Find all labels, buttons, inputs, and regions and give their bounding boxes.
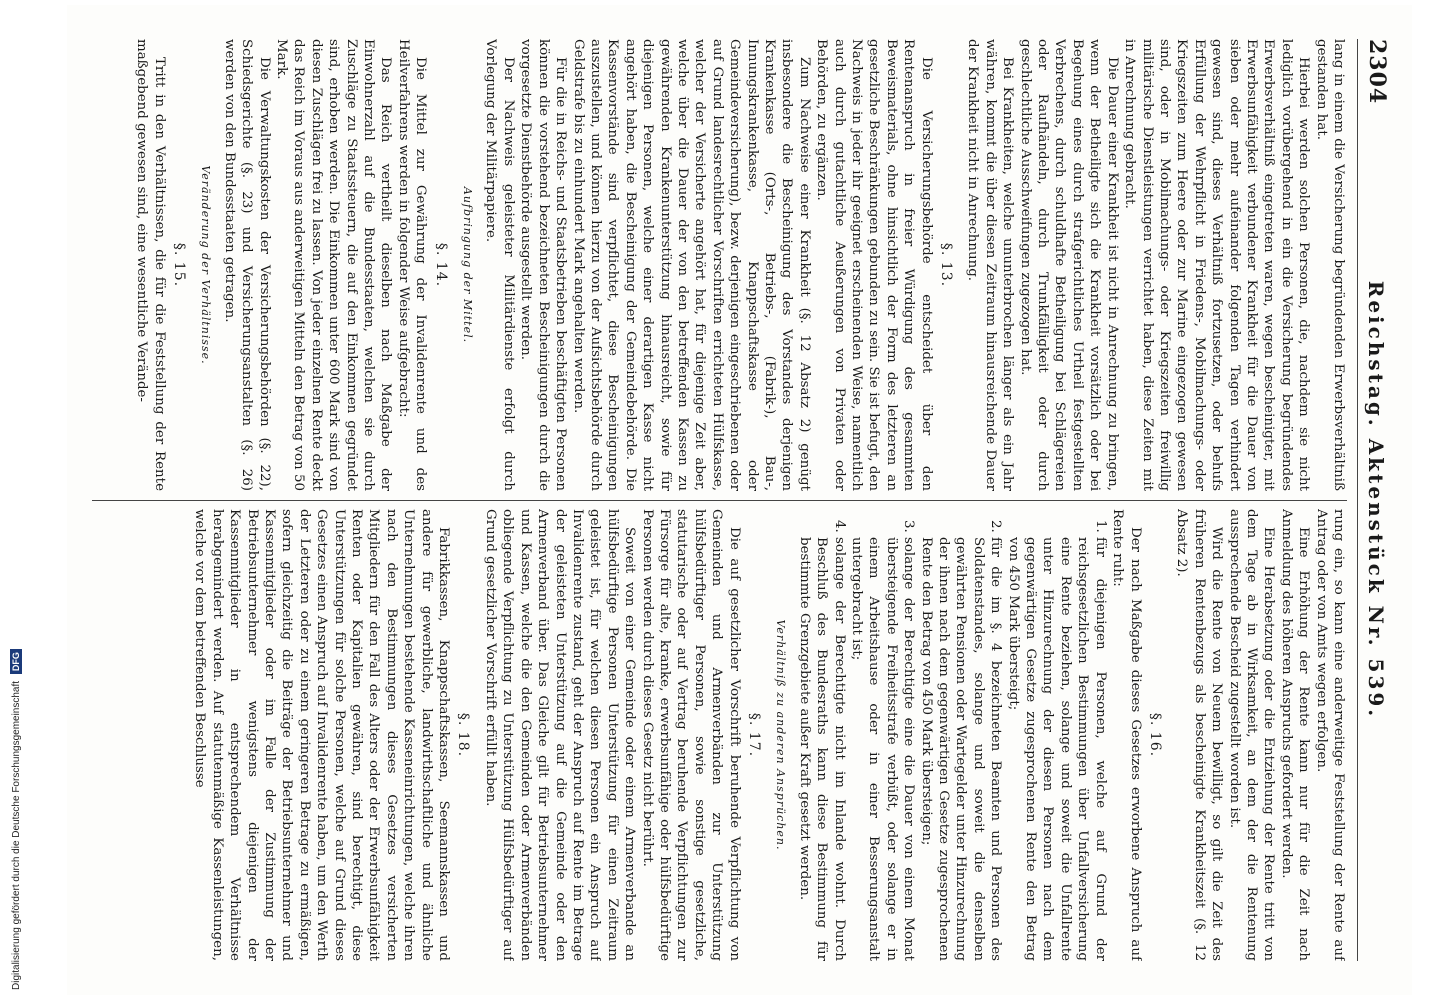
paragraph: Hierbei werden solchen Personen, die, nachdem sie nicht lediglich vorübergehend in ein die Versicherung begründendes Erwerbsverhältniß eingetreten waren, wegen bescheinigter, mit Erwerbsunfähigkeit verbundener Krankheit für die Dauer von sieben oder mehr aufeinander folgenden Tagen verhindert gewesen sind, dieses Verhältniß fortzusetzen, oder behufs Erfüllung der Wehrpflicht in Friedens-, Mobilmachungs- oder Kriegszeiten zum Heere oder zur Marine eingezogen gewesen sind, oder in Mobilmachungs- oder Kriegszeiten freiwillig militärische Dienstleistungen verrichtet haben, diese Zeiten mit in Anrechnung gebracht.	[1122, 39, 1312, 491]
footer-credit	[10, 649, 22, 990]
paragraph: Der Nachweis geleisteter Militärdienste erfolgt durch Vorlegung der Militärpapiere.	[483, 39, 516, 491]
text-columns	[92, 39, 1347, 961]
section-heading: §. 15.	[171, 242, 187, 288]
running-head: Reichstag. Aktenstück Nr. 539.	[1364, 280, 1388, 720]
footer-strip	[0, 0, 30, 1000]
paragraph: Die auf gesetzlicher Vorschrift beruhende Verpflichtung von Gemeinden und Armenverbänden zur Unterstützung hülfsbedürftiger Personen, sowie sonstige gesetzliche, statutarische oder auf Vertrag beruhende Verpflichtungen zur Fürsorge für alte, kranke, erwerbsunfähige oder hülfsbedürftige Personen werden durch dieses Gesetz nicht berührt.	[639, 509, 742, 961]
section-heading: §. 13.	[938, 242, 955, 288]
list-item: 3. solange der Berechtigte eine die Dauer von einem Monat übersteigende Freiheitsstrafe verbüßt, oder solange er in einem Arbeitshause oder in einer Besserungsanstalt untergebracht ist;	[848, 537, 918, 961]
paragraph: rung ein, so kann eine anderweitige Feststellung der Rente auf Antrag oder von Amts wegen erfolgen.	[1313, 509, 1346, 961]
paragraph: Die Dauer einer Krankheit ist nicht in Anrechnung zu bringen, wenn der Betheiligte sich die Krankheit vorsätzlich oder bei Begehung eines durch strafgerichtliches Urtheil festgestellten Verbrechens, durch schuldhafte Betheiligung bei Schlägereien oder Raufhändeln, durch Trunkfälligkeit oder durch geschlechtliche Ausschweifungen zugezogen hat.	[1017, 39, 1120, 491]
paragraph: Bei Krankheiten, welche ununterbrochen länger als ein Jahr währen, kommt die über diesen Zeitraum hinausreichende Dauer der Krankheit nicht in Anrechnung.	[965, 39, 1016, 491]
right-column	[92, 509, 1347, 961]
section-heading: §. 18.	[455, 712, 472, 758]
dfg-logo: DFG	[10, 649, 22, 674]
paragraph: Die Versicherungsbehörde entscheidet über den Rentenanspruch in freier Würdigung des gesammten Beweismaterials, ohne hinsichtlich der Form des letzteren an gesetzliche Beschränkungen gebunden zu sein. Sie ist befugt, den Nachweis in jeder ihr geeignet erscheinenden Weise, namentlich auch durch gutachtliche Aeußerungen von Privaten oder Behörden, zu ergänzen.	[814, 39, 934, 491]
section-heading: §. 14.	[432, 242, 449, 288]
paragraph: lang in einem die Versicherung begründenden Erwerbsverhältniß gestanden hat.	[1313, 39, 1346, 491]
numbered-list	[795, 509, 1108, 961]
subsection-title: Verhältniß zu anderen Ansprüchen.	[774, 619, 788, 851]
page-header	[1357, 39, 1392, 961]
section-heading: §. 17.	[746, 712, 762, 758]
paragraph: Das Reich vertheilt dieselben nach Maßgabe der Einwohnerzahl auf die Bundesstaaten, welchen sie durch Zuschläge zu Staatssteuern, die auf den Einkommen gegründet sind, erhoben werden. Die Einkommen unter 600 Mark sind von diesen Zuschlägen frei zu lassen. Von jeder einzelnen Rente deckt das Reich im Voraus aus anderweitigen Mitteln den Betrag von 50 Mark.	[274, 39, 394, 491]
section-heading: §. 16.	[1146, 712, 1163, 758]
page-number: 2304	[1364, 39, 1390, 105]
paragraph: Zum Nachweise einer Krankheit (§. 12 Absatz 2) genügt insbesondere die Bescheinigung des Vorstandes derjenigen Krankenkasse (Orts-, Betriebs-, (Fabrik-), Bau-, Innungskrankenkasse, Knappschaftskasse oder Gemeindeversicherung), bezw. derjenigen eingeschriebenen oder auf Grund landesrechtlicher Vorschriften errichteten Hülfskasse, welcher der Versicherte angehört hat, für diejenige Zeit aber, welche über die Dauer der von den betreffenden Kassen zu gewährenden Krankenunterstützung hinausreicht, sowie für diejenigen Personen, welche einer derartigen Kasse nicht angehört haben, die Bescheinigung der Gemeindebehörde. Die Kassenvorstände sind verpflichtet, diese Bescheinigungen auszustellen, und können hierzu von der Aufsichtsbehörde durch Geldstrafe bis zu einhundert Mark angehalten werden.	[570, 39, 812, 491]
paragraph: Für die in Reichs- und Staatsbetrieben beschäftigten Personen können die vorstehend bezeichneten Bescheinigungen durch die vorgesetzte Dienstbehörde ausgestellt werden.	[518, 39, 569, 491]
paragraph: Tritt in den Verhältnissen, die für die Feststellung der Rente maßgebend gewesen sind, eine wesentliche Verände-	[134, 39, 167, 491]
paragraph: Der nach Maßgabe dieses Gesetzes erworbene Anspruch auf Rente ruht:	[1110, 509, 1143, 961]
subsection-title: Aufbringung der Mittel.	[461, 186, 475, 344]
paragraph: Die Mittel zur Gewährung der Invalidenrente und des Heilverfahrens werden in folgender Weise aufgebracht:	[395, 39, 429, 491]
subsection-title: Veränderung der Verhältnisse.	[199, 165, 213, 365]
paragraph: Die Verwaltungskosten der Versicherungsbehörden (§. 22), Schiedsgerichte (§. 23) und Versicherungsanstalten (§. 26) werden von den Bundesstaaten getragen.	[221, 39, 272, 491]
paragraph: Wird die Rente von Neuem bewilligt, so gilt die Zeit des früheren Rentenbezugs als bescheinigte Krankheitszeit (§. 12 Absatz 2).	[1174, 509, 1225, 961]
list-item: 1. für diejenigen Personen, welche auf Grund der reichsgesetzlichen Bestimmungen über Unfallversicherung eine Rente beziehen, solange und soweit die Unfallrente unter Hinzurechnung der diesen Personen nach dem gegenwärtigen Gesetze zugesprochenen Rente den Betrag von 450 Mark übersteigt;	[1004, 537, 1108, 961]
column-rule	[92, 500, 1347, 501]
paragraph: Soweit von einer Gemeinde oder einem Armenverbande an hülfsbedürftige Personen Unterstützung für einen Zeitraum geleistet ist, für welchen diesen Personen ein Anspruch auf Invalidenrente zustand, geht der Anspruch auf Rente im Betrage der geleisteten Unterstützung auf die Gemeinde oder den Armenverband über. Das Gleiche gilt für Betriebsunternehmer und Kassen, welche die den Gemeinden oder Armenverbänden obliegende Verpflichtung zu Unterstützung Hülfsbedürftiger auf Grund gesetzlicher Vorschrift erfüllt haben.	[482, 509, 638, 961]
list-item: 4. solange der Berechtigte nicht im Inlande wohnt. Durch Beschluß des Bundesraths kann diese Bestimmung für bestimmte Grenzgebiete außer Kraft gesetzt werden.	[795, 537, 847, 961]
left-column	[92, 39, 1347, 491]
list-item: 2. für die im §. 4 bezeichneten Beamten und Personen des Soldatenstandes, solange und soweit die denselben gewährten Pensionen oder Wartegelder unter Hinzurechnung der ihnen nach dem gegenwärtigen Gesetze zugesprochenen Rente den Betrag von 450 Mark übersteigen;	[917, 537, 1004, 961]
document-page	[67, 5, 1412, 995]
paragraph: Eine Herabsetzung oder die Entziehung der Rente tritt von dem Tage ab in Wirksamkeit, an dem der die Rentenung aussprechende Bescheid zugestellt worden ist.	[1226, 509, 1277, 961]
footer-credit-text: Digitalisierung gefördert durch die Deutsche Forschungsgemeinschaft	[11, 680, 22, 990]
paragraph: Fabrikkassen, Knappschaftskassen, Seemannskassen und andere für gewerbliche, landwirthschaftliche und ähnliche Unternehmungen bestehende Kasseneinrichtungen, welche ihren nach den Bestimmungen dieses Gesetzes versicherten Mitgliedern für den Fall des Alters oder der Erwerbsunfähigkeit Renten oder Kapitalien gewähren, sind berechtigt, diese Unterstützungen für solche Personen, welche auf Grund dieses Gesetzes einen Anspruch auf Invalidenrente haben, um den Werth der Letzteren oder zu einem geringeren Betrage zu ermäßigen, sofern gleichzeitig die Beiträge der Betriebsunternehmer und Kassenmitglieder oder im Falle der Zustimmung der Betriebsunternehmer wenigstens diejenigen der Kassenmitglieder in entsprechendem Verhältnisse herabgemindert werden. Auf statutenmäßige Kassenleistungen, welche vor dem betreffenden Beschlusse	[192, 509, 452, 961]
paragraph: Eine Erhöhung der Rente kann nur für die Zeit nach Anmeldung des höheren Anspruchs gefordert werden.	[1278, 509, 1312, 961]
